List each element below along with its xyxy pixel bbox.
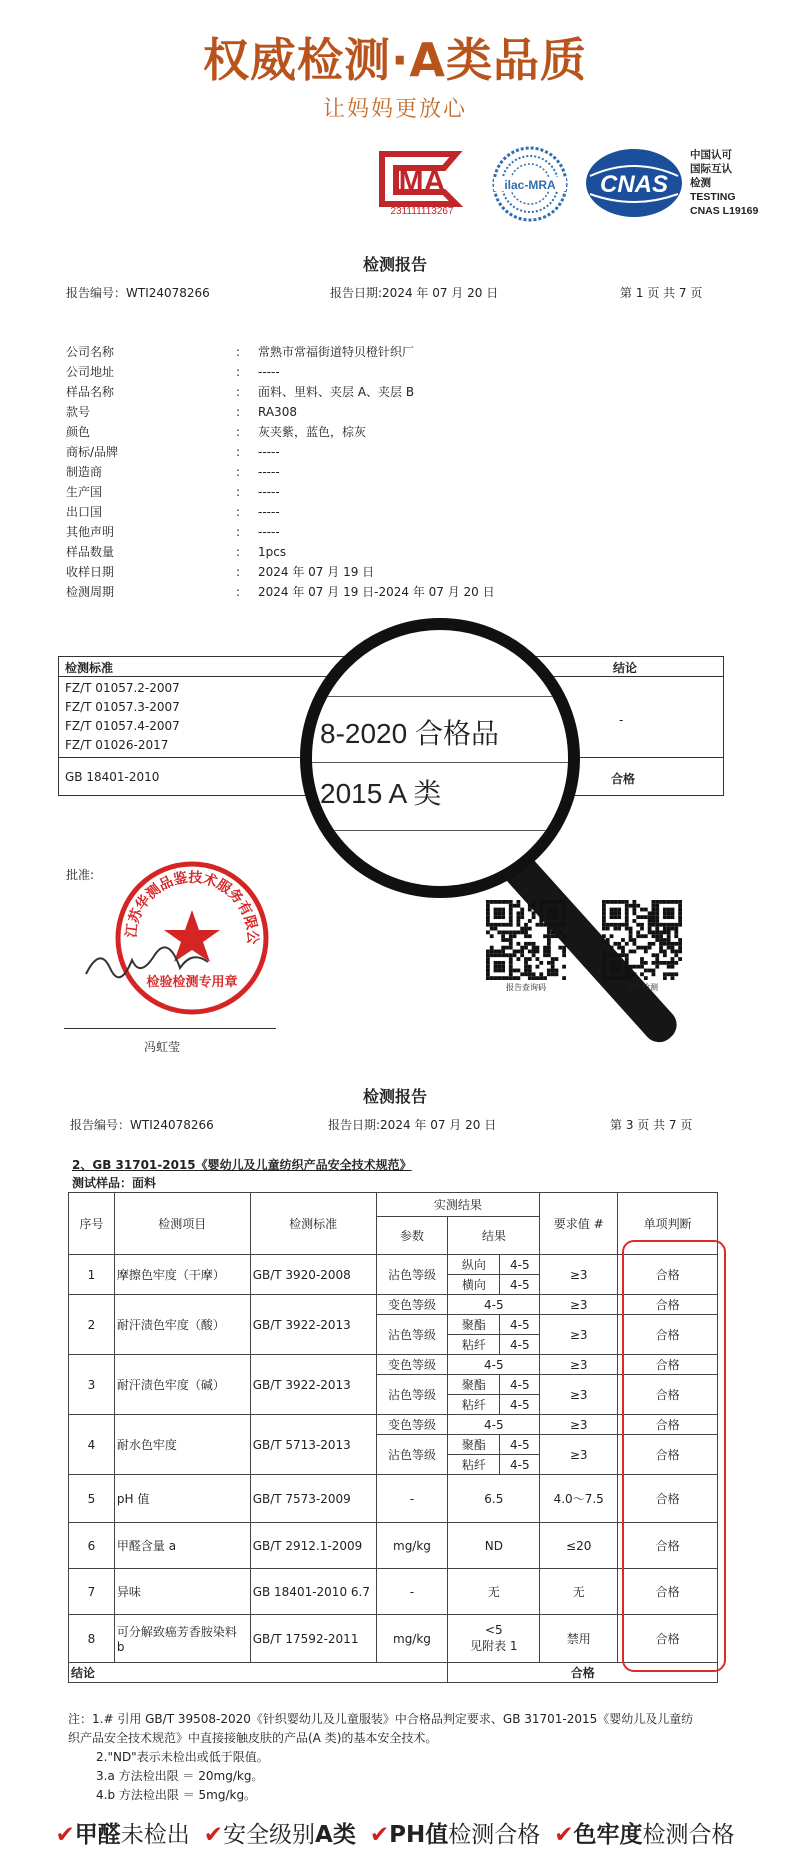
info-colon: : <box>236 385 241 399</box>
info-key: 检测周期 <box>66 585 115 599</box>
standards-list <box>65 679 180 755</box>
table-cell: 变色等级 <box>376 1295 448 1315</box>
cnas-desc-line: 中国认可 <box>690 149 732 161</box>
table-cell: 沾色等级 <box>376 1315 448 1355</box>
magnified-text: 2015 A 类 <box>320 778 442 809</box>
info-key: 样品名称 <box>66 385 115 399</box>
col-standard-header: 检测标准 <box>65 661 114 675</box>
header-cell: 结果 <box>448 1217 540 1255</box>
sample-label: 测试样品：面料 <box>72 1176 157 1190</box>
info-row <box>66 562 666 582</box>
table-cell: 沾色等级 <box>376 1435 448 1475</box>
info-row <box>66 402 666 422</box>
table-cell: 禁用 <box>540 1615 618 1663</box>
info-row <box>66 382 666 402</box>
signature-line <box>64 1028 276 1029</box>
report1-title: 检测报告 <box>362 255 427 274</box>
stamp-center-text: 检验检测专用章 <box>146 975 238 990</box>
cnas-desc-line: 国际互认 <box>690 163 732 175</box>
info-value: 灰夹紫，蓝色，棕灰 <box>258 425 367 439</box>
table-cell: GB/T 3922-2013 <box>250 1355 376 1415</box>
info-colon: : <box>236 445 241 459</box>
col-conclusion-header: 结论 <box>613 661 638 675</box>
table-cell: ≥3 <box>540 1415 618 1435</box>
report2-notes <box>68 1710 728 1805</box>
table-cell: 3 <box>69 1355 115 1415</box>
table-cell: 合格 <box>618 1415 718 1435</box>
table-cell: ≥3 <box>540 1295 618 1315</box>
info-value: 1pcs <box>258 545 287 559</box>
standard-item: FZ/T 01057.3-2007 <box>65 700 180 714</box>
cma-logo <box>372 148 472 220</box>
standard-item: FZ/T 01026-2017 <box>65 738 169 752</box>
note-line: 4.b 方法检出限 ＝ 5mg/kg。 <box>96 1788 257 1802</box>
table-cell: 4-5 <box>500 1395 540 1415</box>
ilac-text: ilac-MRA <box>504 178 556 192</box>
info-value: ----- <box>258 525 280 539</box>
info-key: 样品数量 <box>66 545 115 559</box>
table-cell: 聚酯 <box>448 1435 500 1455</box>
info-value: ----- <box>258 465 280 479</box>
table-cell: 无 <box>540 1569 618 1615</box>
info-key: 公司地址 <box>66 365 115 379</box>
cma-number: 231111113267 <box>390 206 454 217</box>
info-row <box>66 342 666 362</box>
conclusion-cell: - <box>619 713 624 727</box>
approve-label: 批准: <box>66 868 95 882</box>
report2-number: 报告编号：WTI24078266 <box>70 1118 214 1132</box>
magnifier-lens <box>300 618 580 898</box>
table-cell: 4-5 <box>448 1415 540 1435</box>
table-cell: 2 <box>69 1295 115 1355</box>
ilac-mra-logo <box>490 144 570 224</box>
result-value: <5 <box>484 1623 503 1637</box>
info-row <box>66 502 666 522</box>
table-cell: 合格 <box>618 1475 718 1523</box>
info-colon: : <box>236 545 241 559</box>
table-cell: ≥3 <box>540 1435 618 1475</box>
table-cell: ND <box>448 1523 540 1569</box>
table-cell: GB 18401-2010 6.7 <box>250 1569 376 1615</box>
section-title: 2、GB 31701-2015《婴幼儿及儿童纺织产品安全技术规范》 <box>72 1158 412 1172</box>
info-row <box>66 482 666 502</box>
info-key: 出口国 <box>66 505 103 519</box>
table-cell: 粘纤 <box>448 1455 500 1475</box>
check-icon: ✔ <box>554 1822 574 1848</box>
cnas-desc-line: TESTING <box>690 191 736 203</box>
info-colon: : <box>236 525 241 539</box>
info-colon: : <box>236 405 241 419</box>
feature-strip <box>0 1816 790 1849</box>
info-key: 生产国 <box>66 485 103 499</box>
table-cell: 粘纤 <box>448 1335 500 1355</box>
page-title: 权威检测·A类品质 <box>202 33 588 87</box>
header-cell: 实测结果 <box>376 1193 540 1217</box>
table-cell: 4-5 <box>500 1315 540 1335</box>
table-cell: 合格 <box>618 1355 718 1375</box>
info-row <box>66 422 666 442</box>
table-cell: GB/T 3922-2013 <box>250 1295 376 1355</box>
report1-number: 报告编号：WTI24078266 <box>66 286 210 300</box>
table-cell: 4-5 <box>500 1335 540 1355</box>
header-cell: 参数 <box>376 1217 448 1255</box>
highlight-box <box>622 1240 726 1672</box>
table-cell: 6 <box>69 1523 115 1569</box>
check-icon: ✔ <box>55 1822 75 1848</box>
table-cell: 4-5 <box>500 1435 540 1455</box>
table-cell: GB/T 5713-2013 <box>250 1415 376 1475</box>
cma-text: MA <box>398 165 446 198</box>
info-value: ----- <box>258 505 280 519</box>
feature-item: ✔PH值检测合格 <box>369 1822 541 1848</box>
table-cell: 沾色等级 <box>376 1255 448 1295</box>
table-cell: 甲醛含量 a <box>114 1523 250 1569</box>
table-cell: 可分解致癌芳香胺染料 b <box>114 1615 250 1663</box>
header-cell: 检测项目 <box>114 1193 250 1255</box>
info-key: 公司名称 <box>66 345 115 359</box>
table-cell: 横向 <box>448 1275 500 1295</box>
signature <box>80 938 220 988</box>
info-value: RA308 <box>258 405 297 419</box>
table-cell: 4-5 <box>500 1255 540 1275</box>
table-cell: 异味 <box>114 1569 250 1615</box>
result-note: 见附表 1 <box>470 1639 518 1653</box>
info-value: 常熟市常福街道特贝橙针织厂 <box>258 345 415 359</box>
report2-page: 第 3 页 共 7 页 <box>610 1118 693 1132</box>
table-cell: 4-5 <box>500 1455 540 1475</box>
table-cell: 沾色等级 <box>376 1375 448 1415</box>
info-colon: : <box>236 425 241 439</box>
table-cell: GB/T 2912.1-2009 <box>250 1523 376 1569</box>
table-cell: 合格 <box>618 1255 718 1295</box>
cnas-logo <box>584 146 684 220</box>
table-cell: ≥3 <box>540 1315 618 1355</box>
report2-results-table <box>68 1192 718 1683</box>
table-cell: ≥3 <box>540 1355 618 1375</box>
info-key: 制造商 <box>66 465 103 479</box>
note-line: 2."ND"表示未检出或低于限值。 <box>96 1750 269 1764</box>
table-cell: 无 <box>448 1569 540 1615</box>
info-key: 其他声明 <box>66 525 115 539</box>
table-cell: - <box>376 1475 448 1523</box>
info-key: 颜色 <box>66 425 91 439</box>
table-cell: mg/kg <box>376 1615 448 1663</box>
note-line: 注：1.# 引用 GB/T 39508-2020《针织婴幼儿及儿童服装》中合格品判定要求、GB 31701-2015《婴幼儿及儿童纺 <box>68 1712 694 1726</box>
report1-date: 报告日期:2024 年 07 月 20 日 <box>330 286 499 300</box>
table-cell: 4-5 <box>448 1295 540 1315</box>
cnas-desc-line: CNAS L19169 <box>690 205 759 217</box>
table-cell: 合格 <box>618 1523 718 1569</box>
cnas-description <box>690 148 758 218</box>
info-colon: : <box>236 505 241 519</box>
info-colon: : <box>236 485 241 499</box>
info-row <box>66 462 666 482</box>
magnified-text: 8-2020 合格品 <box>320 718 499 749</box>
table-cell: 4-5 <box>500 1375 540 1395</box>
table-cell: 变色等级 <box>376 1355 448 1375</box>
standard-item: FZ/T 01057.2-2007 <box>65 681 180 695</box>
feature-item: ✔色牢度检测合格 <box>554 1822 735 1848</box>
report2-title: 检测报告 <box>362 1087 427 1106</box>
table-cell: 聚酯 <box>448 1375 500 1395</box>
info-key: 收样日期 <box>66 565 115 579</box>
table-cell: - <box>376 1569 448 1615</box>
table-cell: 4 <box>69 1415 115 1475</box>
header-cell: 要求值 # <box>540 1193 618 1255</box>
info-colon: : <box>236 345 241 359</box>
info-value: 2024 年 07 月 19 日 <box>258 565 375 579</box>
table-cell: 耐水色牢度 <box>114 1415 250 1475</box>
signer-name: 冯虹莹 <box>144 1040 181 1054</box>
table-cell: 4.0～7.5 <box>540 1475 618 1523</box>
table-cell: GB/T 7573-2009 <box>250 1475 376 1523</box>
table-cell: ≥3 <box>540 1375 618 1415</box>
conclusion-cell: 合格 <box>611 772 636 786</box>
table-cell: GB/T 17592-2011 <box>250 1615 376 1663</box>
table-cell <box>448 1615 540 1663</box>
info-value: ----- <box>258 445 280 459</box>
table-cell: mg/kg <box>376 1523 448 1569</box>
report2-date: 报告日期:2024 年 07 月 20 日 <box>328 1118 497 1132</box>
header-cell: 检测标准 <box>250 1193 376 1255</box>
table-cell: 粘纤 <box>448 1395 500 1415</box>
info-row <box>66 442 666 462</box>
table-cell: 合格 <box>618 1295 718 1315</box>
table-cell: 8 <box>69 1615 115 1663</box>
info-key: 商标/品牌 <box>66 445 119 459</box>
qr-label: 报告查询码 <box>506 983 546 992</box>
header-cell: 序号 <box>69 1193 115 1255</box>
qr-code <box>486 900 566 980</box>
table-cell: 4-5 <box>448 1355 540 1375</box>
info-value: 面料、里料、夹层 A、夹层 B <box>258 385 415 399</box>
check-icon: ✔ <box>203 1822 224 1848</box>
cnas-text: CNAS <box>599 171 669 198</box>
table-cell: 合格 <box>618 1375 718 1415</box>
table-cell: 耐汗渍色牢度（碱） <box>114 1355 250 1415</box>
conclusion-value: 合格 <box>448 1663 718 1683</box>
page-subtitle: 让妈妈更放心 <box>322 97 467 122</box>
cnas-desc-line: 检测 <box>690 177 711 189</box>
table-cell: 合格 <box>618 1435 718 1475</box>
table-cell: 耐汗渍色牢度（酸） <box>114 1295 250 1355</box>
qr-code <box>602 900 682 980</box>
info-row <box>66 522 666 542</box>
conclusion-label: 结论 <box>69 1663 448 1683</box>
table-cell: 1 <box>69 1255 115 1295</box>
table-cell: 变色等级 <box>376 1415 448 1435</box>
header-cell: 单项判断 <box>618 1193 718 1255</box>
info-value: 2024 年 07 月 19 日-2024 年 07 月 20 日 <box>258 585 495 599</box>
info-value: ----- <box>258 365 280 379</box>
table-cell: pH 值 <box>114 1475 250 1523</box>
info-row <box>66 542 666 562</box>
table-cell: 摩擦色牢度（干摩） <box>114 1255 250 1295</box>
table-cell: GB/T 3920-2008 <box>250 1255 376 1295</box>
info-value: ----- <box>258 485 280 499</box>
table-cell: 纵向 <box>448 1255 500 1275</box>
info-row <box>66 362 666 382</box>
info-colon: : <box>236 465 241 479</box>
table-cell: 7 <box>69 1569 115 1615</box>
info-colon: : <box>236 565 241 579</box>
report1-page: 第 1 页 共 7 页 <box>620 286 703 300</box>
info-row <box>66 582 666 602</box>
qr-label: 为华检测 <box>626 983 658 992</box>
table-cell: 5 <box>69 1475 115 1523</box>
table-cell: 合格 <box>618 1315 718 1355</box>
note-line: 织产品安全技术规范》中直接接触皮肤的产品(A 类)的基本安全技术。 <box>68 1731 438 1745</box>
info-key: 款号 <box>66 405 91 419</box>
table-cell: 合格 <box>618 1569 718 1615</box>
info-colon: : <box>236 585 241 599</box>
table-cell: 合格 <box>618 1615 718 1663</box>
table-cell: 聚酯 <box>448 1315 500 1335</box>
standard-item: FZ/T 01057.4-2007 <box>65 719 180 733</box>
feature-item: ✔安全级别A类 <box>203 1822 356 1848</box>
info-colon: : <box>236 365 241 379</box>
table-cell: ≥3 <box>540 1255 618 1295</box>
standard-item: GB 18401-2010 <box>65 770 160 784</box>
table-cell: 4-5 <box>500 1275 540 1295</box>
stamp-text: 江苏华测品鉴技术服务有限公 <box>123 869 261 945</box>
feature-item: ✔甲醛未检出 <box>55 1822 190 1848</box>
note-line: 3.a 方法检出限 ＝ 20mg/kg。 <box>96 1769 264 1783</box>
table-cell: 6.5 <box>448 1475 540 1523</box>
table-cell: ≤20 <box>540 1523 618 1569</box>
check-icon: ✔ <box>369 1822 390 1848</box>
